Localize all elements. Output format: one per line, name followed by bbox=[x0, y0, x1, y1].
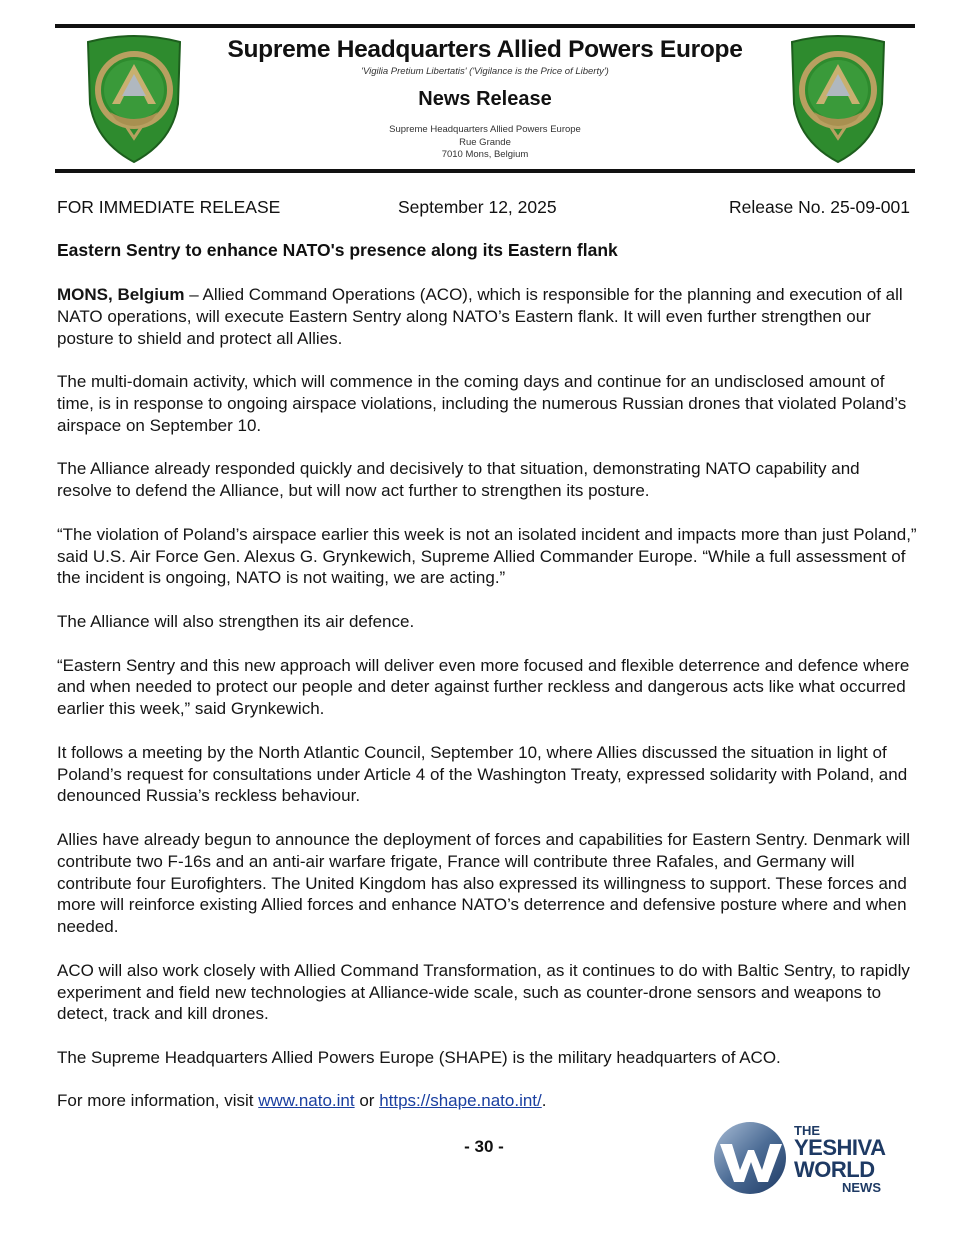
address-line: 7010 Mons, Belgium bbox=[441, 149, 529, 160]
paragraph: The Alliance will also strengthen its air defence. bbox=[57, 611, 415, 631]
release-status: FOR IMMEDIATE RELEASE bbox=[57, 197, 281, 217]
shape-crest-icon bbox=[82, 34, 186, 164]
paragraph: The multi-domain activity, which will commence in the coming days and continue for an undisclosed amount of time, is in response to ongoing airspace violations, including the numerous Russian drones that violated Poland’s airspace on September 10. bbox=[57, 372, 907, 435]
nato-link[interactable]: www.nato.int bbox=[258, 1091, 355, 1111]
shape-link[interactable]: https://shape.nato.int/ bbox=[379, 1091, 542, 1111]
bottom-rule bbox=[55, 169, 915, 173]
watermark-text: THE YESHIVA WORLD NEWS bbox=[794, 1123, 886, 1195]
organization-name: Supreme Headquarters Allied Powers Europe bbox=[227, 36, 743, 63]
headline: Eastern Sentry to enhance NATO's presence along its Eastern flank bbox=[57, 240, 618, 260]
dateline: MONS, Belgium bbox=[57, 285, 185, 304]
shape-crest-icon bbox=[786, 34, 890, 164]
address-line: Supreme Headquarters Allied Powers Europe bbox=[389, 124, 581, 135]
document-type: News Release bbox=[418, 88, 552, 110]
yeshiva-world-news-watermark bbox=[708, 1118, 898, 1200]
paragraph: MONS, Belgium – Allied Command Operations (ACO), which is responsible for the planning and execution of all NATO operations, will execute Eastern Sentry along NATO’s Eastern flank. It will even further strengthen our posture to shield and protect all Allies. bbox=[57, 285, 903, 348]
page-number: - 30 - bbox=[464, 1137, 504, 1156]
yeshiva-world-news-logo-icon bbox=[712, 1120, 788, 1196]
top-rule bbox=[55, 24, 915, 28]
paragraph: “The violation of Poland’s airspace earlier this week is not an isolated incident and impacts more than just Poland,” said U.S. Air Force Gen. Alexus G. Grynkewich, Supreme Allied Commander Europe. “While a full assessment of the incident is ongoing, NATO is not waiting, we are acting.” bbox=[57, 524, 917, 588]
paragraph: The Supreme Headquarters Allied Powers Europe (SHAPE) is the military headquarters of ACO. bbox=[57, 1047, 781, 1067]
paragraph: ACO will also work closely with Allied Command Transformation, as it continues to do with Baltic Sentry, to rapidly experiment and field new technologies at Alliance-wide scale, such as counter-drone sensors and weapons to detect, track and kill drones. bbox=[57, 960, 910, 1024]
paragraph: “Eastern Sentry and this new approach will deliver even more focused and flexible deterrence and defence where and when needed to protect our people and deter against further reckless and dangerous acts like what occurred earlier this week,” said Grynkewich. bbox=[57, 655, 910, 719]
release-date: September 12, 2025 bbox=[398, 197, 557, 217]
paragraph: For more information, visit www.nato.int or https://shape.nato.int/. bbox=[57, 1091, 547, 1111]
motto: 'Vigilia Pretium Libertatis' ('Vigilance is the Price of Liberty') bbox=[361, 66, 609, 77]
address-line: Rue Grande bbox=[459, 136, 511, 148]
release-number: Release No. 25-09-001 bbox=[729, 197, 910, 217]
address-block bbox=[180, 124, 790, 162]
paragraph: The Alliance already responded quickly and decisively to that situation, demonstrating NATO capability and resolve to defend the Alliance, but will now act further to strengthen its posture. bbox=[57, 459, 860, 501]
paragraph: Allies have already begun to announce the deployment of forces and capabilities for Eastern Sentry. Denmark will contribute two F-16s and an anti-air warfare frigate, France will contribute three Rafales, and Germany will contribute four Eurofighters. The United Kingdom has also expressed its willingness to support. These forces and more will reinforce existing Allied forces and enhance NATO’s deterrence and defensive posture where and when needed. bbox=[57, 829, 910, 937]
article-body bbox=[57, 284, 917, 1134]
paragraph: It follows a meeting by the North Atlantic Council, September 10, where Allies discussed the situation in light of Poland’s request for consultations under Article 4 of the Washington Treaty, expressed solidarity with Poland, and denounced Russia’s reckless behaviour. bbox=[57, 742, 908, 806]
